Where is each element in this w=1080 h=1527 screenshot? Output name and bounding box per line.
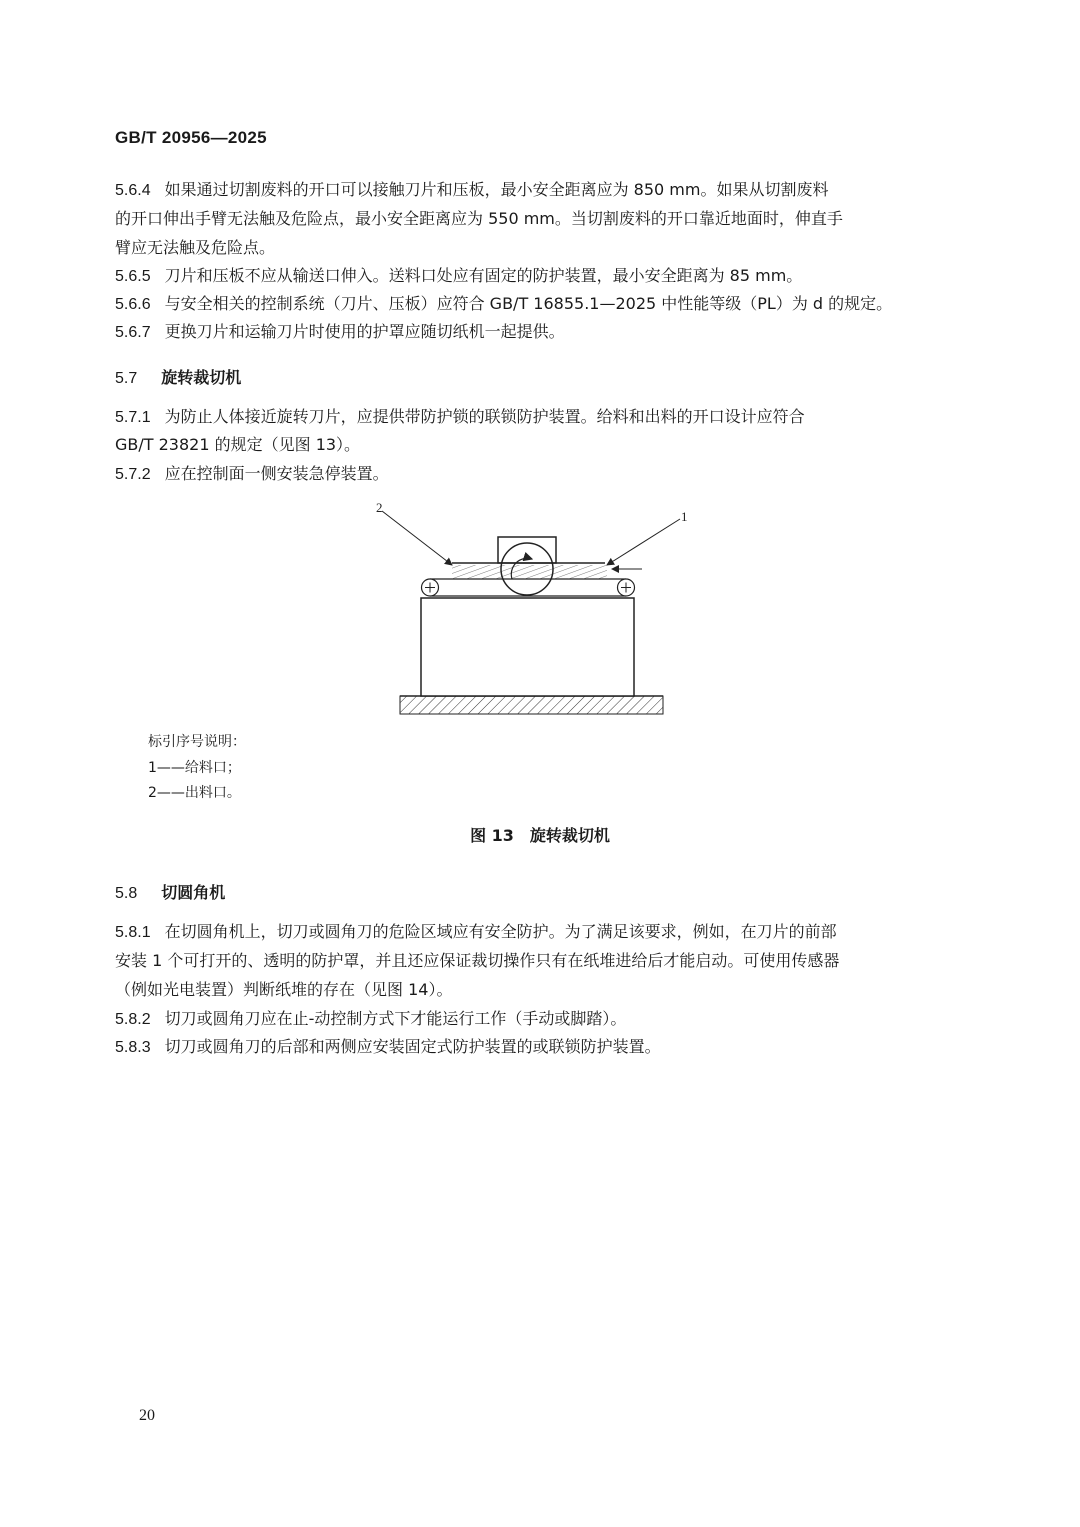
clause-number: 5.6.7 xyxy=(115,324,151,341)
machine-body xyxy=(421,598,634,696)
clause-5-6-7 xyxy=(115,322,565,343)
standard-number: GB/T 20956—2025 xyxy=(115,128,267,147)
clause-5-8-1-line-2: 安装 1 个可打开的、透明的防护罩，并且还应保证裁切操作只有在纸堆进给后才能启动。可使用传感器 xyxy=(115,951,840,970)
clause-5-6-5 xyxy=(115,266,802,287)
section-number: 5.8 xyxy=(115,885,138,902)
section-heading-5-8 xyxy=(115,880,225,903)
clause-number: 5.7.2 xyxy=(115,466,151,483)
section-title: 旋转裁切机 xyxy=(161,368,242,387)
section-heading-5-7 xyxy=(115,365,241,388)
clause-5-7-1-line-1 xyxy=(115,407,805,428)
clause-number: 5.8.1 xyxy=(115,924,151,941)
left-roller xyxy=(422,579,439,596)
clause-number: 5.8.3 xyxy=(115,1039,151,1056)
clause-5-6-6 xyxy=(115,294,892,315)
clause-5-6-4-line-3: 臂应无法触及危险点。 xyxy=(115,238,276,257)
figure-key-title: 标引序号说明： xyxy=(148,734,246,750)
clause-5-6-4-line-1 xyxy=(115,180,828,201)
figure-13-rotary-cutter-diagram xyxy=(360,495,688,725)
clause-number: 5.8.2 xyxy=(115,1011,151,1028)
section-number: 5.7 xyxy=(115,370,138,387)
callout-label-1: 1 xyxy=(681,509,688,524)
right-roller xyxy=(618,579,635,596)
clause-text: 切刀或圆角刀应在止-动控制方式下才能运行工作（手动或脚踏）。 xyxy=(164,1009,627,1028)
clause-text: 与安全相关的控制系统（刀片、压板）应符合 GB/T 16855.1—2025 中性能等级（PL）为 d 的规定。 xyxy=(164,294,893,313)
floor-hatch xyxy=(400,696,663,714)
clause-5-8-1-line-3: （例如光电装置）判断纸堆的存在（见图 14）。 xyxy=(115,980,453,999)
figure-key-item-1: 1——给料口； xyxy=(148,760,241,776)
clause-text: 为防止人体接近旋转刀片，应提供带防护锁的联锁防护装置。给料和出料的开口设计应符合 xyxy=(164,407,805,426)
clause-number: 5.6.6 xyxy=(115,296,151,313)
guard-housing xyxy=(498,537,556,563)
page-number: 20 xyxy=(139,1407,155,1424)
paper-material xyxy=(452,565,607,579)
clause-number: 5.7.1 xyxy=(115,409,151,426)
clause-5-6-4-line-2: 的开口伸出手臂无法触及危险点，最小安全距离应为 550 mm。当切割废料的开口靠近地面时，伸直手 xyxy=(115,209,843,228)
section-title: 切圆角机 xyxy=(161,883,226,902)
clause-text: 更换刀片和运输刀片时使用的护罩应随切纸机一起提供。 xyxy=(164,322,565,341)
clause-text: 应在控制面一侧安装急停装置。 xyxy=(164,464,389,483)
leader-line-1 xyxy=(607,519,680,565)
leader-line-2 xyxy=(382,511,452,565)
clause-text: 在切圆角机上，切刀或圆角刀的危险区域应有安全防护。为了满足该要求，例如，在刀片的前部 xyxy=(164,922,837,941)
clause-5-8-3 xyxy=(115,1037,661,1058)
figure-key-item-2: 2——出料口。 xyxy=(148,785,241,801)
clause-5-7-2 xyxy=(115,464,389,485)
clause-5-8-1-line-1 xyxy=(115,922,837,943)
clause-text: 如果通过切割废料的开口可以接触刀片和压板，最小安全距离应为 850 mm。如果从切割废料 xyxy=(164,180,829,199)
figure-13-caption: 图 13 旋转裁切机 xyxy=(470,826,610,845)
callout-label-2: 2 xyxy=(376,500,383,515)
clause-text: 切刀或圆角刀的后部和两侧应安装固定式防护装置的或联锁防护装置。 xyxy=(164,1037,661,1056)
clause-number: 5.6.5 xyxy=(115,268,151,285)
clause-5-7-1-line-2: GB/T 23821 的规定（见图 13）。 xyxy=(115,435,361,454)
clause-5-8-2 xyxy=(115,1009,626,1030)
clause-number: 5.6.4 xyxy=(115,182,151,199)
clause-text: 刀片和压板不应从输送口伸入。送料口处应有固定的防护装置，最小安全距离为 85 mm。 xyxy=(164,266,803,285)
